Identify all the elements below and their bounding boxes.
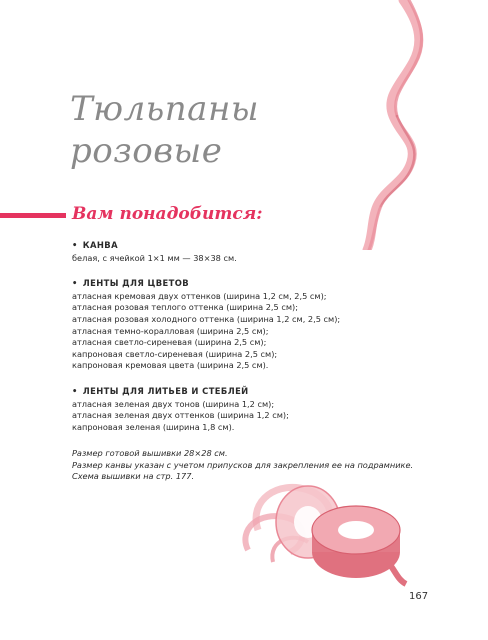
section-title-text: ЛЕНТЫ ДЛЯ ЦВЕТОВ (82, 278, 190, 289)
curled-ribbon-illustration (355, 0, 445, 250)
list-item: атласная темно-коралловая (ширина 2,5 см); (72, 325, 269, 336)
section-leaf-ribbons (72, 386, 382, 433)
list-item: атласная зеленая двух оттенков (ширина 1,2 см); (72, 410, 289, 421)
ribbon-spools-illustration (238, 470, 408, 588)
note-canvas: Размер канвы указан с учетом припусков для закрепления ее на подрамнике. (72, 459, 414, 470)
section-title-text: КАНВА (82, 240, 118, 250)
list-item: белая, с ячейкой 1×1 мм — 38×38 см. (72, 252, 237, 263)
bullet-icon: • (72, 240, 78, 250)
list-item: капроновая зеленая (ширина 1,8 см). (72, 421, 235, 432)
bullet-icon: • (72, 278, 78, 289)
accent-bar (0, 213, 66, 218)
title-line-1: Тюльпаны (70, 89, 260, 129)
note-size: Размер готовой вышивки 28×28 см. (72, 448, 228, 458)
page-number: 167 (409, 591, 429, 602)
note-scheme: Схема вышивки на стр. 177. (72, 471, 195, 482)
section-title-text: ЛЕНТЫ ДЛЯ ЛИТЬЕВ И СТЕБЛЕЙ (82, 385, 249, 396)
list-item: капроновая кремовая цвета (ширина 2,5 см). (72, 360, 269, 371)
list-item: атласная розовая холодного оттенка (ширина 1,2 см, 2,5 см); (72, 313, 341, 324)
materials-heading: Вам понадобится: (72, 204, 263, 224)
title-line-2: розовые (70, 131, 223, 171)
list-item: атласная светло-сиреневая (ширина 2,5 см); (72, 337, 267, 348)
section-title (72, 386, 382, 398)
list-item: атласная кремовая двух оттенков (ширина 1,2 см, 2,5 см); (72, 290, 327, 301)
page-title (70, 88, 330, 172)
section-title (72, 278, 382, 290)
materials-list (72, 240, 382, 447)
list-item: атласная зеленая двух тонов (ширина 1,2 см); (72, 398, 275, 409)
section-canvas (72, 240, 382, 264)
bullet-icon: • (72, 385, 78, 396)
section-flower-ribbons (72, 278, 382, 372)
list-item: атласная розовая теплого оттенка (ширина 2,5 см); (72, 302, 298, 313)
section-title (72, 240, 382, 252)
list-item: капроновая светло-сиреневая (ширина 2,5 см); (72, 348, 278, 359)
